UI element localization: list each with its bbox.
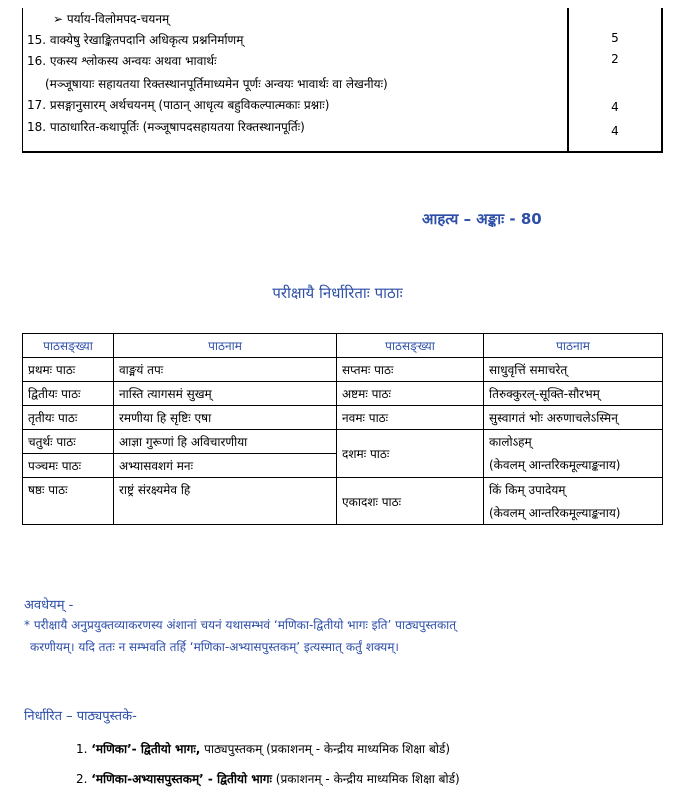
- question-text: 15. वाक्येषु रेखाङ्कितपदानि अधिकृत्य प्रश्ननिर्माणम्: [23, 29, 569, 50]
- lesson-name: किं किम् उपादेयम्: [489, 483, 566, 497]
- lesson-name: साधुवृत्तिं समाचरेत्: [484, 358, 663, 382]
- table-row: [23, 50, 663, 94]
- lesson-name: सुस्वागतं भोः अरुणाचलेऽस्मिन्: [484, 406, 663, 430]
- question-text: 18. पाठाधारित-कथापूर्तिः (मञ्जूषापदसहायतया रिक्तस्थानपूर्तिः): [23, 116, 569, 152]
- column-header: पाठसङ्ख्या: [23, 334, 114, 358]
- question-marks-table: [22, 8, 663, 153]
- lesson-name: अभ्यासवशगं मनः: [114, 454, 337, 478]
- lesson-name: वाङ्मयं तपः: [114, 358, 337, 382]
- question-text: 17. प्रसङ्गानुसारम् अर्थचयनम् (पाठान् आधृत्य बहुविकल्पात्मकाः प्रश्नाः): [23, 94, 569, 116]
- lesson-name: राष्ट्रं संरक्ष्यमेव हि: [114, 478, 337, 525]
- question-subtext: (मञ्जूषायाः सहायतया रिक्तस्थानपूर्तिमाध्यमेन पूर्णः अन्वयः भावार्थः वा लेखनीयः): [45, 77, 388, 91]
- book-title: ‘मणिका-अभ्यासपुस्तकम्’ - द्वितीयो भागः: [91, 772, 272, 786]
- lesson-name: नास्ति त्यागसमं सुखम्: [114, 382, 337, 406]
- lesson-number: द्वितीयः पाठः: [23, 382, 114, 406]
- books-heading: निर्धारित – पाठ्यपुस्तके-: [24, 709, 137, 724]
- lesson-note: (केवलम् आन्तरिकमूल्याङ्कनाय): [489, 458, 621, 472]
- lesson-name: रमणीया हि सृष्टिः एषा: [114, 406, 337, 430]
- table-row: [23, 29, 663, 50]
- book-details: पाठ्यपुस्तकम् (प्रकाशनम् - केन्द्रीय माध्यमिक शिक्षा बोर्ड): [200, 742, 451, 756]
- subheading: ➢ पर्याय-विलोमपद-चयनम्: [53, 12, 170, 26]
- lessons-heading: परीक्षायै निर्धारिताः पाठाः: [272, 284, 403, 302]
- marks-value: 2: [568, 50, 662, 94]
- note-line: * परीक्षायै अनुप्रयुक्तव्याकरणस्य अंशानां चयनं यथासम्भवं ‘मणिका-द्वितीयो भागः इति’ पाठ्यपुस्तकात्: [24, 618, 457, 632]
- lesson-table: [22, 333, 663, 525]
- lesson-number: नवमः पाठः: [337, 406, 484, 430]
- lesson-number: षष्ठः पाठः: [23, 478, 114, 525]
- header-row: [23, 334, 663, 358]
- lesson-number: अष्टमः पाठः: [337, 382, 484, 406]
- table-row: [23, 430, 663, 454]
- column-header: पाठनाम: [114, 334, 337, 358]
- lesson-number: एकादशः पाठः: [337, 478, 484, 525]
- lesson-number: चतुर्थः पाठः: [23, 430, 114, 454]
- note-line: करणीयम्। यदि ततः न सम्भवति तर्हि ‘मणिका-अभ्यासपुस्तकम्’ इत्यस्मात् कर्तुं शक्यम्।: [30, 640, 399, 654]
- table-row: [23, 358, 663, 382]
- note-heading: अवधेयम् -: [24, 598, 74, 613]
- marks-value: 4: [568, 116, 662, 152]
- book-list: [76, 734, 460, 794]
- column-header: पाठनाम: [484, 334, 663, 358]
- lesson-number: दशमः पाठः: [337, 430, 484, 478]
- table-row: [23, 116, 663, 152]
- book-item: 1. ‘मणिका’- द्वितीयो भागः, पाठ्यपुस्तकम् (प्रकाशनम् - केन्द्रीय माध्यमिक शिक्षा बोर्ड): [76, 742, 451, 756]
- marks-value: 5: [568, 29, 662, 50]
- lesson-note: (केवलम् आन्तरिकमूल्याङ्कनाय): [489, 506, 621, 520]
- marks-value: 4: [568, 94, 662, 116]
- total-marks: आहत्य – अङ्काः - 80: [422, 210, 542, 228]
- table-row: [23, 406, 663, 430]
- lesson-number: प्रथमः पाठः: [23, 358, 114, 382]
- lesson-name: आज्ञा गुरूणां हि अविचारणीया: [114, 430, 337, 454]
- column-header: पाठसङ्ख्या: [337, 334, 484, 358]
- question-text: 16. एकस्य श्लोकस्य अन्वयः अथवा भावार्थः: [27, 54, 217, 68]
- book-details: (प्रकाशनम् - केन्द्रीय माध्यमिक शिक्षा बोर्ड): [271, 772, 460, 786]
- lesson-name: तिरुक्कुरल्-सूक्ति-सौरभम्: [484, 382, 663, 406]
- lesson-number: पञ्चमः पाठः: [23, 454, 114, 478]
- table-row: [23, 94, 663, 116]
- book-item: 2. ‘मणिका-अभ्यासपुस्तकम्’ - द्वितीयो भागः (प्रकाशनम् - केन्द्रीय माध्यमिक शिक्षा बोर्ड): [76, 772, 460, 786]
- book-title: ‘मणिका’- द्वितीयो भागः,: [91, 742, 201, 756]
- lesson-name: कालोऽहम्: [489, 435, 532, 449]
- table-row: [23, 382, 663, 406]
- lesson-number: सप्तमः पाठः: [337, 358, 484, 382]
- lesson-number: तृतीयः पाठः: [23, 406, 114, 430]
- table-row: [23, 478, 663, 525]
- note-body: [24, 614, 664, 658]
